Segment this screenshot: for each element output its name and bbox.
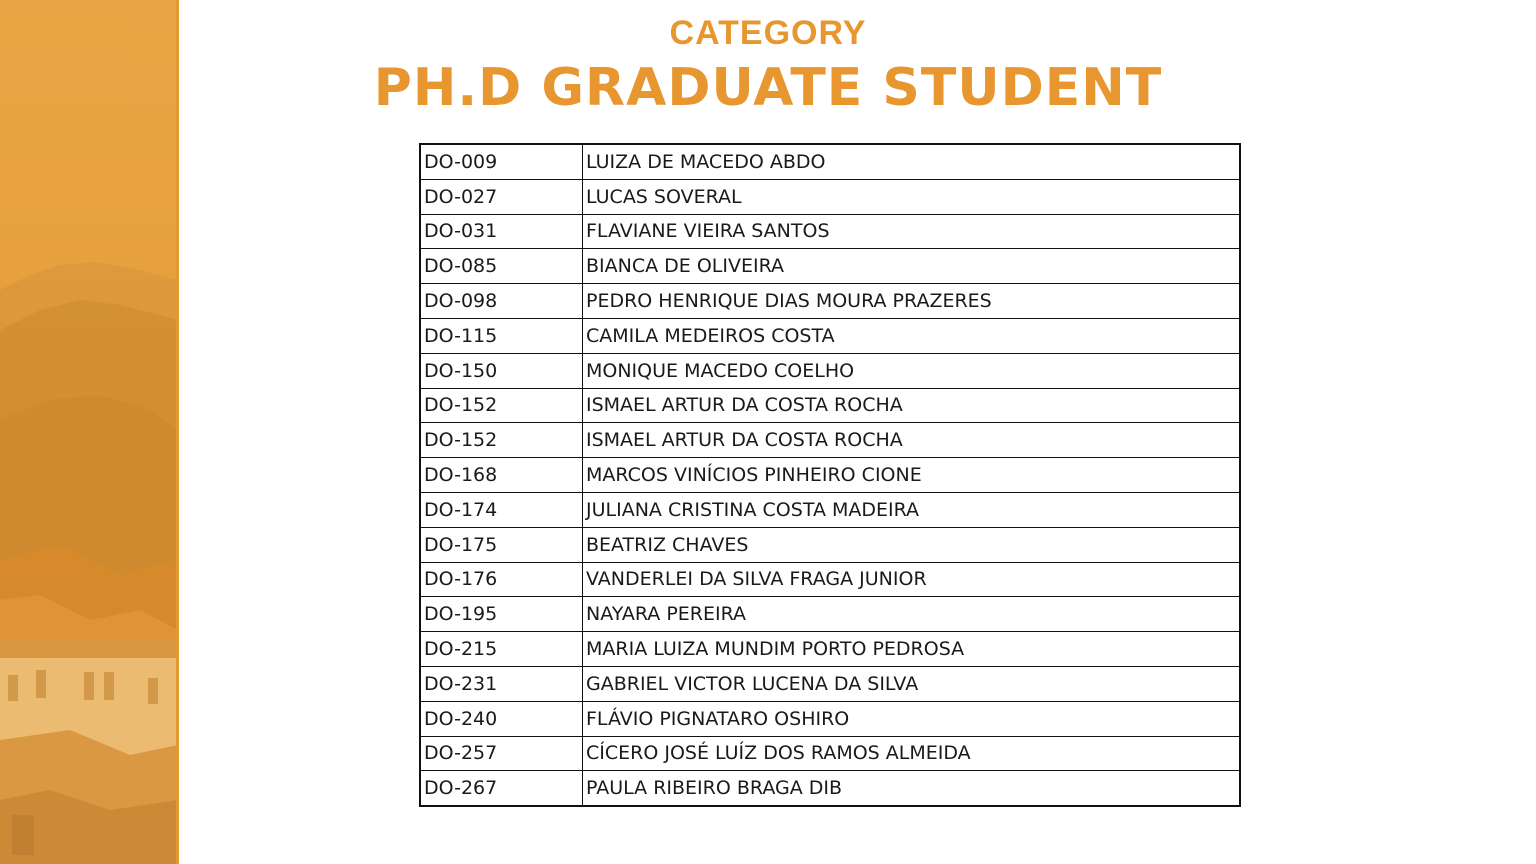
table-row bbox=[420, 562, 1240, 597]
student-code-cell: DO-267 bbox=[420, 771, 583, 806]
student-code-cell: DO-115 bbox=[420, 318, 583, 353]
student-name-cell: MARCOS VINÍCIOS PINHEIRO CIONE bbox=[583, 458, 1241, 493]
student-code-cell: DO-152 bbox=[420, 423, 583, 458]
table-row bbox=[420, 458, 1240, 493]
student-name-cell: MONIQUE MACEDO COELHO bbox=[583, 353, 1241, 388]
student-name-cell: ISMAEL ARTUR DA COSTA ROCHA bbox=[583, 388, 1241, 423]
student-code-cell: DO-215 bbox=[420, 632, 583, 667]
student-name-cell: CAMILA MEDEIROS COSTA bbox=[583, 318, 1241, 353]
student-name-cell: PAULA RIBEIRO BRAGA DIB bbox=[583, 771, 1241, 806]
student-code-cell: DO-195 bbox=[420, 597, 583, 632]
student-name-cell: BIANCA DE OLIVEIRA bbox=[583, 249, 1241, 284]
student-code-cell: DO-031 bbox=[420, 214, 583, 249]
table-row bbox=[420, 701, 1240, 736]
table-row bbox=[420, 597, 1240, 632]
table-row bbox=[420, 144, 1240, 179]
student-name-cell: JULIANA CRISTINA COSTA MADEIRA bbox=[583, 492, 1241, 527]
student-name-cell: FLAVIANE VIEIRA SANTOS bbox=[583, 214, 1241, 249]
student-code-cell: DO-027 bbox=[420, 179, 583, 214]
student-name-cell: CÍCERO JOSÉ LUÍZ DOS RAMOS ALMEIDA bbox=[583, 736, 1241, 771]
page-title: PH.D GRADUATE STUDENT bbox=[373, 58, 1163, 118]
student-code-cell: DO-176 bbox=[420, 562, 583, 597]
student-name-cell: VANDERLEI DA SILVA FRAGA JUNIOR bbox=[583, 562, 1241, 597]
student-table bbox=[419, 143, 1241, 807]
table-row bbox=[420, 284, 1240, 319]
student-code-cell: DO-168 bbox=[420, 458, 583, 493]
student-code-cell: DO-257 bbox=[420, 736, 583, 771]
student-name-cell: PEDRO HENRIQUE DIAS MOURA PRAZERES bbox=[583, 284, 1241, 319]
table-row bbox=[420, 214, 1240, 249]
table-row bbox=[420, 388, 1240, 423]
student-code-cell: DO-175 bbox=[420, 527, 583, 562]
category-label: CATEGORY bbox=[669, 14, 867, 52]
table-row bbox=[420, 179, 1240, 214]
town-landscape-image bbox=[0, 0, 178, 864]
panel-edge-divider bbox=[176, 0, 179, 864]
table-row bbox=[420, 423, 1240, 458]
table-row bbox=[420, 736, 1240, 771]
table-row bbox=[420, 492, 1240, 527]
student-name-cell: NAYARA PEREIRA bbox=[583, 597, 1241, 632]
table-row bbox=[420, 632, 1240, 667]
student-name-cell: ISMAEL ARTUR DA COSTA ROCHA bbox=[583, 423, 1241, 458]
student-name-cell: MARIA LUIZA MUNDIM PORTO PEDROSA bbox=[583, 632, 1241, 667]
student-code-cell: DO-098 bbox=[420, 284, 583, 319]
student-code-cell: DO-152 bbox=[420, 388, 583, 423]
table-row bbox=[420, 771, 1240, 806]
student-code-cell: DO-009 bbox=[420, 144, 583, 179]
table-row bbox=[420, 527, 1240, 562]
student-table-body bbox=[420, 144, 1240, 806]
table-row bbox=[420, 353, 1240, 388]
student-name-cell: LUIZA DE MACEDO ABDO bbox=[583, 144, 1241, 179]
side-photo-panel bbox=[0, 0, 178, 864]
student-code-cell: DO-240 bbox=[420, 701, 583, 736]
student-name-cell: LUCAS SOVERAL bbox=[583, 179, 1241, 214]
table-row bbox=[420, 666, 1240, 701]
student-name-cell: BEATRIZ CHAVES bbox=[583, 527, 1241, 562]
student-name-cell: FLÁVIO PIGNATARO OSHIRO bbox=[583, 701, 1241, 736]
table-row bbox=[420, 249, 1240, 284]
student-code-cell: DO-150 bbox=[420, 353, 583, 388]
student-name-cell: GABRIEL VICTOR LUCENA DA SILVA bbox=[583, 666, 1241, 701]
student-code-cell: DO-085 bbox=[420, 249, 583, 284]
student-code-cell: DO-174 bbox=[420, 492, 583, 527]
student-code-cell: DO-231 bbox=[420, 666, 583, 701]
table-row bbox=[420, 318, 1240, 353]
